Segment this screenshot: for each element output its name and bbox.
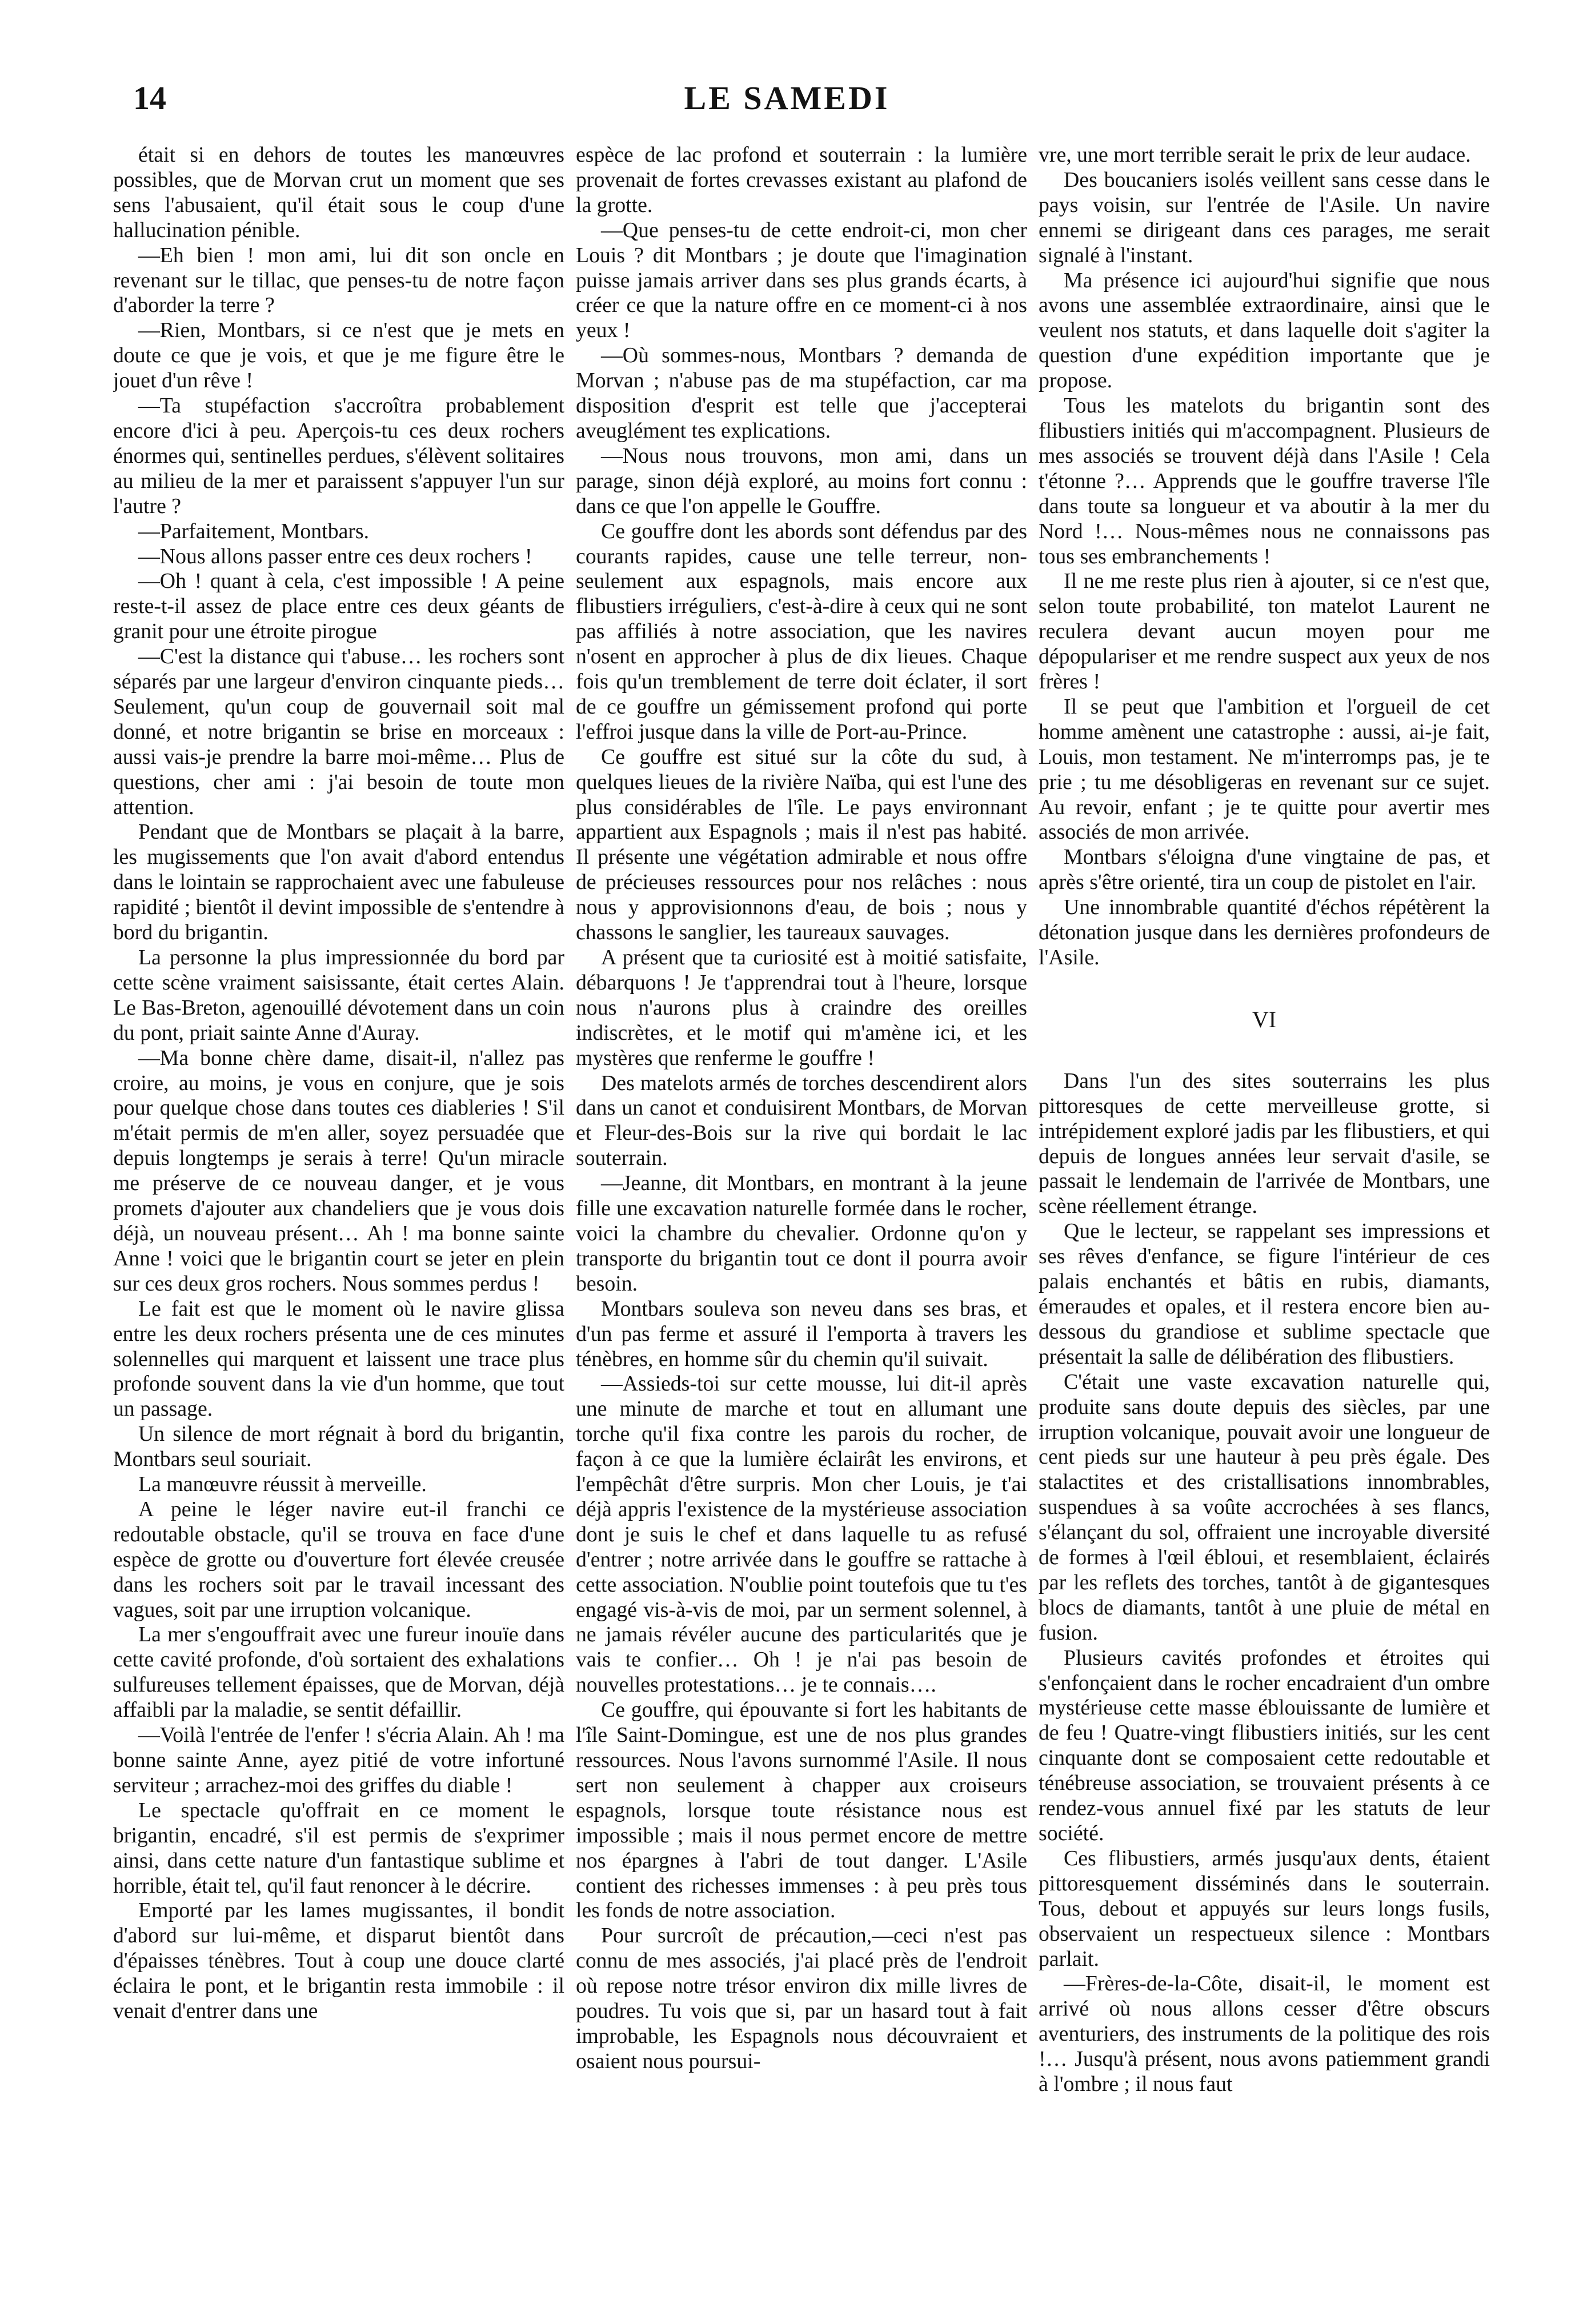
paragraph: —Jeanne, dit Montbars, en montrant à la jeune fille une excavation naturelle formée dans le rocher, voici la chambre du chevalier. Ordonne qu'on y transporte du brigantin tout ce dont il pourra avoir besoin. [576,1171,1027,1296]
paragraph: Des matelots armés de torches descendirent alors dans un canot et conduisirent Montbars, de Morvan et Fleur-des-Bois sur la rive qui bordait le lac souterrain. [576,1071,1027,1171]
paragraph: Ce gouffre est situé sur la côte du sud, à quelques lieues de la rivière Naïba, qui est l'une des plus considérables de l'île. Le pays environnant appartient aux Espagnols ; mais il n'est pas habité. Il présente une végétation admirable et nous offre de précieuses ressources pour nos relâches : nous nous y approvisionnons d'eau, de bois ; nous y chassons le sanglier, les taureaux sauvages. [576,744,1027,945]
paragraph: Des boucaniers isolés veillent sans cesse dans le pays voisin, sur l'entrée de l'Asile. Un navire ennemi se dirigeant dans ces parages, me serait signalé à l'instant. [1039,167,1490,267]
text-column-2 [576,143,1027,2291]
paragraph: Ma présence ici aujourd'hui signifie que nous avons une assemblée extraordinaire, ainsi que le veulent nos statuts, et dans laquelle doit s'agiter la question d'une expédition importante que je propose. [1039,268,1490,393]
paragraph: —Rien, Montbars, si ce n'est que je mets en doute ce que je vois, et que je me figure être le jouet d'un rêve ! [113,318,564,393]
paragraph: Que le lecteur, se rappelant ses impressions et ses rêves d'enfance, se figure l'intérieur de ces palais enchantés et bâtis en rubis, diamants, émeraudes et opales, et il restera encore bien au-dessous du grandiose et sublime spectacle que présentait la salle de délibération des flibustiers. [1039,1219,1490,1369]
page-header [117,79,1457,125]
paragraph: Un silence de mort régnait à bord du brigantin, Montbars seul souriait. [113,1422,564,1472]
paragraph: Une innombrable quantité d'échos répétèrent la détonation jusque dans les dernières profondeurs de l'Asile. [1039,895,1490,969]
paragraph: A peine le léger navire eut-il franchi ce redoutable obstacle, qu'il se trouva en face d'une espèce de grotte ou d'ouverture fort élevée creusée dans les rochers soit par le travail incessant des vagues, soit par une irruption volcanique. [113,1497,564,1622]
chapter-number: VI [1252,1006,1277,1032]
text-column-1 [113,143,564,2291]
paragraph: —Oh ! quant à cela, c'est impossible ! A peine reste-t-il assez de place entre ces deux géants de granit pour une étroite pirogue [113,569,564,644]
paragraph: Montbars s'éloigna d'une vingtaine de pas, et après s'être orienté, tira un coup de pistolet en l'air. [1039,845,1490,895]
paragraph: Il se peut que l'ambition et l'orgueil de cet homme amènent une catastrophe : aussi, ai-je fait, Louis, mon testament. Ne m'interromps pas, je te prie ; tu me désobligeras en revenant sur ce sujet. Au revoir, enfant ; je te quitte pour avertir mes associés de mon arrivée. [1039,694,1490,844]
paragraph: espèce de lac profond et souterrain : la lumière provenait de fortes crevasses existant au plafond de la grotte. [576,143,1027,217]
paragraph: La mer s'engouffrait avec une fureur inouïe dans cette cavité profonde, d'où sortaient des exhalations sulfureuses tellement épaisses, que de Morvan, déjà affaibli par la maladie, se sentit défaillir. [113,1622,564,1722]
paragraph: La personne la plus impressionnée du bord par cette scène vraiment saisissante, était certes Alain. Le Bas-Breton, agenouillé dévotement dans un coin du pont, priait sainte Anne d'Auray. [113,945,564,1045]
paragraph: Ces flibustiers, armés jusqu'aux dents, étaient pittoresquement disséminés dans le souterrain. Tous, debout et appuyés sur leurs longs fusils, observaient un respectueux silence : Montbars parlait. [1039,1846,1490,1971]
paragraph: C'était une vaste excavation naturelle qui, produite sans doute depuis des siècles, par une irruption volcanique, pouvait avoir une longueur de cent pieds sur une hauteur à peu près égale. Des stalactites et des cristallisations innombrables, suspendues à sa voûte accrochées à ses flancs, s'élançant du sol, offraient une incroyable diversité de formes à l'œil ébloui, et resemblaient, éclairés par les reflets des torches, tantôt à de gigantesques blocs de diamants, tantôt à une pluie de métal en fusion. [1039,1369,1490,1645]
paragraph: —Ma bonne chère dame, disait-il, n'allez pas croire, au moins, je vous en conjure, que je sois pour quelque chose dans toutes ces diableries ! S'il m'était permis de m'en aller, soyez persuadée que depuis longtemps je serais à terre! Qu'un miracle me préserve de ce nouveau danger, et je vous promets d'ajouter aux chandeliers que je vous dois déjà, un nouveau présent… Ah ! ma bonne sainte Anne ! voici que le brigantin court se jeter en plein sur ces deux gros rochers. Nous sommes perdus ! [113,1045,564,1296]
paragraph: —C'est la distance qui t'abuse… les rochers sont séparés par une largeur d'environ cinquante pieds… Seulement, qu'un coup de gouvernail soit mal donné, et notre brigantin se brise en morceaux : aussi vais-je prendre la barre moi-même… Plus de questions, cher ami : j'ai besoin de toute mon attention. [113,644,564,819]
paragraph: —Ta stupéfaction s'accroîtra probablement encore d'ici à peu. Aperçois-tu ces deux rochers énormes qui, sentinelles perdues, s'élèvent solitaires au milieu de la mer et paraissent s'appuyer l'un sur l'autre ? [113,394,564,518]
text-column-3 [1039,143,1490,2291]
page-number: 14 [133,79,166,117]
paragraph: —Que penses-tu de cette endroit-ci, mon cher Louis ? dit Montbars ; je doute que l'imagination puisse jamais arriver dans ses plus grands écarts, à créer ce que la nature offre en ce moment-ci à nos yeux ! [576,218,1027,343]
paragraph: —Voilà l'entrée de l'enfer ! s'écria Alain. Ah ! ma bonne sainte Anne, ayez pitié de votre infortuné serviteur ; arrachez-moi des griffes du diable ! [113,1723,564,1797]
paragraph: Pendant que de Montbars se plaçait à la barre, les mugissements que l'on avait d'abord entendus dans le lointain se rapprochaient avec une fabuleuse rapidité ; bientôt il devint impossible de s'entendre à bord du brigantin. [113,820,564,945]
paragraph: Emporté par les lames mugissantes, il bondit d'abord sur lui-même, et disparut bientôt dans d'épaisses ténèbres. Tout à coup une douce clarté éclaira le pont, et le brigantin resta immobile : il venait d'entrer dans une [113,1898,564,2024]
paragraph: Ce gouffre dont les abords sont défendus par des courants rapides, cause une telle terreur, non-seulement aux espagnols, mais encore aux flibustiers irréguliers, c'est-à-dire à ceux qui ne sont pas affiliés à notre association, que les navires n'osent en approcher à plus de dix lieues. Chaque fois qu'un tremblement de terre doit éclater, il sort de ce gouffre un gémissement profond qui porte l'effroi jusque dans la ville de Port-au-Prince. [576,519,1027,744]
paragraph: Dans l'un des sites souterrains les plus pittoresques de cette merveilleuse grotte, si intrépidement exploré jadis par les flibustiers, et qui depuis de longues années leur servait d'asile, se passait le lendemain de l'arrivée de Montbars, une scène réellement étrange. [1039,1068,1490,1219]
paragraph: Montbars souleva son neveu dans ses bras, et d'un pas ferme et assuré il l'emporta à travers les ténèbres, en homme sûr du chemin qu'il suivait. [576,1296,1027,1371]
paragraph: Ce gouffre, qui épouvante si fort les habitants de l'île Saint-Domingue, est une de nos plus grandes ressources. Nous l'avons surnommé l'Asile. Il nous sert non seulement à chapper aux croiseurs espagnols, lorsque toute résistance nous est impossible ; mais il nous permet encore de mettre nos épargnes à l'abri de tout danger. L'Asile contient des richesses immenses : à peu près tous les fonds de notre association. [576,1698,1027,1923]
paragraph: —Parfaitement, Montbars. [138,519,370,543]
paragraph: était si en dehors de toutes les manœuvres possibles, que de Morvan crut un moment que ses sens l'abusaient, qu'il était sous le coup d'une hallucination pénible. [113,143,564,242]
paragraph: —Nous allons passer entre ces deux rochers ! [138,544,532,568]
paragraph: La manœuvre réussit à merveille. [138,1472,427,1497]
paragraph: Il ne me reste plus rien à ajouter, si ce n'est que, selon toute probabilité, ton matelot Laurent ne reculera devant aucun moyen pour me dépopulariser et me rendre suspect aux yeux de nos frères ! [1039,569,1490,694]
journal-title: LE SAMEDI [684,79,890,117]
paragraph: Pour surcroît de précaution,—ceci n'est pas connu de mes associés, j'ai placé près de l'endroit où repose notre trésor environ dix mille livres de poudres. Tu vois que si, par un hasard tout à fait improbable, les Espagnols nous découvraient et osaient nous poursui- [576,1924,1027,2073]
paragraph: —Où sommes-nous, Montbars ? demanda de Morvan ; n'abuse pas de ma stupéfaction, car ma disposition d'esprit est telle que j'accepterai aveuglément tes explications. [576,343,1027,443]
paragraph: Le fait est que le moment où le navire glissa entre les deux rochers présenta une de ces minutes solennelles qui marquent et laissent une trace plus profonde souvent dans la vie d'un homme, que tout un passage. [113,1296,564,1421]
paragraph: Plusieurs cavités profondes et étroites qui s'enfonçaient dans le rocher encadraient d'un ombre mystérieuse cette masse éblouissante de lumière et de feu ! Quatre-vingt flibustiers initiés, sur les cent cinquante dont se composaient cette redoutable et ténébreuse association, se trouvaient présents à ce rendez-vous annuel fixé par les statuts de leur société. [1039,1645,1490,1845]
paragraph: —Assieds-toi sur cette mousse, lui dit-il après une minute de marche et tout en allumant une torche qu'il fixa contre les parois du rocher, de façon à ce que la lumière éclairât les environs, et l'empêchât d'être surpris. Mon cher Louis, je t'ai déjà appris l'existence de la mystérieuse association dont je suis le chef et dans laquelle tu as refusé d'entrer ; notre arrivée dans le gouffre se rattache à cette association. N'oublie point toutefois que tu t'es engagé vis-à-vis de moi, par un serment solennel, à ne jamais révéler aucune des particularités que je vais te confier… Oh ! je n'ai pas besoin de nouvelles protestations… je te connais…. [576,1372,1027,1697]
paragraph: Le spectacle qu'offrait en ce moment le brigantin, encadré, s'il est permis de s'exprimer ainsi, dans cette nature d'un fantastique sublime et horrible, était tel, qu'il faut renoncer à le décrire. [113,1798,564,1898]
paragraph: —Nous nous trouvons, mon ami, dans un parage, sinon déjà exploré, au moins fort connu : dans ce que l'on appelle le Gouffre. [576,443,1027,518]
paragraph: —Eh bien ! mon ami, lui dit son oncle en revenant sur le tillac, que penses-tu de notre façon d'aborder la terre ? [113,243,564,318]
paragraph: —Frères-de-la-Côte, disait-il, le moment est arrivé où nous allons cesser d'être obscurs aventuriers, des instruments de la politique des rois !… Jusqu'à présent, nous avons patiemment grandi à l'ombre ; il nous faut [1039,1972,1490,2097]
paragraph: Tous les matelots du brigantin sont des flibustiers initiés qui m'accompagnent. Plusieurs de mes associés se trouvent déjà dans l'Asile ! Cela t'étonne ?… Apprends que le gouffre traverse l'île dans toute sa longueur et va aboutir à la mer du Nord !… Nous-mêmes nous ne connaissons pas tous ses embranchements ! [1039,394,1490,568]
paragraph: vre, une mort terrible serait le prix de leur audace. [1039,143,1471,167]
paragraph: A présent que ta curiosité est à moitié satisfaite, débarquons ! Je t'apprendrai tout à l'heure, lorsque nous n'aurons plus à craindre des oreilles indiscrètes, et le motif qui m'amène ici, et les mystères que renferme le gouffre ! [576,945,1027,1070]
